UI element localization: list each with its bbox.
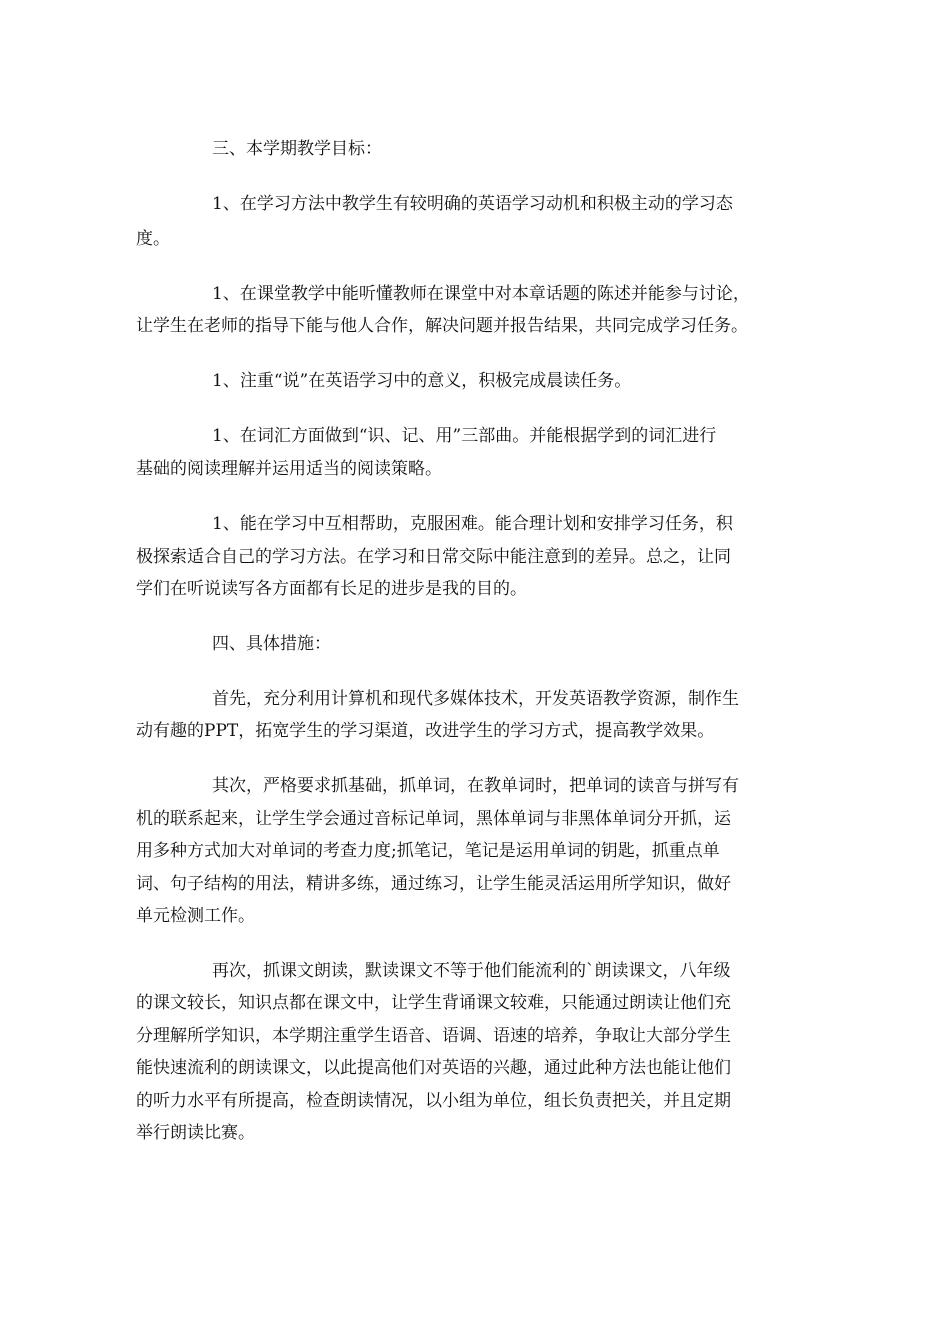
paragraph-goal-5-line-1: 1、能在学习中互相帮助，克服困难。能合理计划和安排学习任务，积	[212, 514, 733, 534]
paragraph-goal-2-line-1: 1、在课堂教学中能听懂教师在课堂中对本章话题的陈述并能参与讨论，	[212, 284, 750, 304]
section-heading-measures: 四、具体措施：	[212, 634, 331, 654]
paragraph-second-line-2: 机的联系起来，让学生学会通过音标记单词，黑体单词与非黑体单词分开抓，运	[136, 809, 731, 829]
paragraph-goal-1-line-2: 度。	[136, 229, 170, 249]
paragraph-second-line-4: 词、句子结构的用法，精讲多练，通过练习，让学生能灵活运用所学知识，做好	[136, 874, 731, 894]
paragraph-third-line-6: 举行朗读比赛。	[136, 1123, 255, 1143]
section-heading-teaching-goals: 三、本学期教学目标：	[212, 139, 382, 159]
paragraph-goal-4-line-2: 基础的阅读理解并运用适当的阅读策略。	[136, 459, 442, 479]
paragraph-third-line-1: 再次，抓课文朗读，默读课文不等于他们能流利的`朗读课文，八年级	[212, 961, 731, 981]
paragraph-second-line-5: 单元检测工作。	[136, 906, 255, 926]
paragraph-goal-4-line-1: 1、在词汇方面做到“识、记、用”三部曲。并能根据学到的词汇进行	[212, 426, 717, 446]
paragraph-third-line-4: 能快速流利的朗读课文，以此提高他们对英语的兴趣，通过此种方法也能让他们	[136, 1058, 731, 1078]
paragraph-second-line-1: 其次，严格要求抓基础，抓单词，在教单词时，把单词的读音与拼写有	[212, 776, 739, 796]
paragraph-goal-5-line-3: 学们在听说读写各方面都有长足的进步是我的目的。	[136, 579, 527, 599]
paragraph-goal-5-line-2: 极探索适合自己的学习方法。在学习和日常交际中能注意到的差异。总之，让同	[136, 547, 731, 567]
paragraph-third-line-3: 分理解所学知识，本学期注重学生语音、语调、语速的培养，争取让大部分学生	[136, 1026, 731, 1046]
paragraph-third-line-2: 的课文较长，知识点都在课文中，让学生背诵课文较难，只能通过朗读让他们充	[136, 993, 731, 1013]
paragraph-second-line-3: 用多种方式加大对单词的考查力度;抓笔记，笔记是运用单词的钥匙，抓重点单	[136, 841, 720, 861]
paragraph-first-line-2: 动有趣的PPT，拓宽学生的学习渠道，改进学生的学习方式，提高教学效果。	[136, 721, 715, 741]
paragraph-goal-1-line-1: 1、在学习方法中教学生有较明确的英语学习动机和积极主动的学习态	[212, 194, 733, 214]
paragraph-first-line-1: 首先，充分利用计算机和现代多媒体技术，开发英语教学资源，制作生	[212, 689, 739, 709]
paragraph-goal-2-line-2: 让学生在老师的指导下能与他人合作，解决问题并报告结果，共同完成学习任务。	[136, 316, 748, 336]
paragraph-goal-3-line-1: 1、注重“说”在英语学习中的意义，积极完成晨读任务。	[212, 371, 632, 391]
paragraph-third-line-5: 的听力水平有所提高，检查朗读情况，以小组为单位，组长负责把关，并且定期	[136, 1091, 731, 1111]
